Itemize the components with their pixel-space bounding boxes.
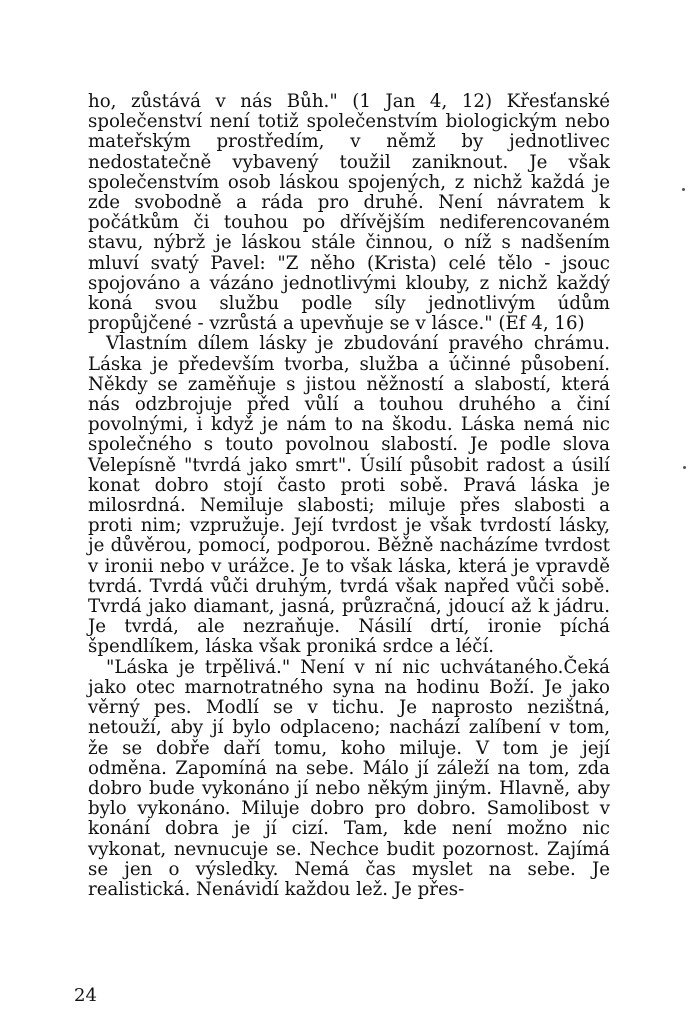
- paragraph-1: ho, zůstává v nás Bůh." (1 Jan 4, 12) Křesťanské společenství není totiž společenstvím biologickým nebo mateřským prostředím, v němž by jednotlivec nedostatečně vybavený toužil zaniknout. Je však společenstvím osob láskou spojených, z nichž každá je zde svobodně a ráda pro druhé. Není návratem k počátkům či touhou po dřívějším nediferencovaném stavu, nýbrž je láskou stále činnou, o níž s nadšením mluví svatý Pavel: "Z něho (Krista) celé tělo - jsouc spojováno a vázáno jednotlivými klouby, z nichž každý koná svou službu podle síly jednotlivým údům propůjčené - vzrůstá a upevňuje se v lásce." (Ef 4, 16): [88, 91, 610, 335]
- body-text: [88, 92, 610, 900]
- margin-speck-mark: [683, 466, 686, 469]
- margin-speck-mark: [682, 188, 685, 191]
- paragraph-3: "Láska je trpělivá." Není v ní nic uchvátaného.Čeká jako otec marnotratného syna na hodinu Boží. Je jako věrný pes. Modlí se v tichu. Je naprosto nezištná, netouží, aby jí bylo odplaceno; nachází zalíbení v tom, že se dobře daří tomu, koho miluje. V tom je její odměna. Zapomíná na sebe. Málo jí záleží na tom, zda dobro bude vykonáno jí nebo někým jiným. Hlavně, aby bylo vykonáno. Miluje dobro pro dobro. Samolibost v konání dobra je jí cizí. Tam, kde není možno nic vykonat, nevnucuje se. Nechce budit pozornost. Zajímá se jen o výsledky. Nemá čas myslet na sebe. Je realistická. Nenávidí každou lež. Je přes-: [88, 656, 610, 900]
- paragraph-2: Vlastním dílem lásky je zbudování pravého chrámu. Láska je především tvorba, služba a účinné působení. Někdy se zaměňuje s jistou něžností a slabostí, která nás odzbrojuje před vůlí a touhou druhého a činí povolnými, i když je nám to na škodu. Láska nemá nic společného s touto povolnou slabostí. Je podle slova Velepísně "tvrdá jako smrt". Úsilí působit radost a úsilí konat dobro stojí často proti sobě. Pravá láska je milosrdná. Nemiluje slabosti; miluje přes slabosti a proti nim; vzpružuje. Její tvrdost je však tvrdostí lásky, je důvěrou, pomocí, podporou. Běžně nacházíme tvrdost v ironii nebo v urážce. Je to však láska, která je vpravdě tvrdá. Tvrdá vůči druhým, tvrdá však napřed vůči sobě. Tvrdá jako diamant, jasná, průzračná, jdoucí až k jádru. Je tvrdá, ale nezraňuje. Násilí drtí, ironie píchá špendlíkem, láska však proniká srdce a léčí.: [88, 333, 610, 658]
- page-number: 24: [74, 985, 97, 1006]
